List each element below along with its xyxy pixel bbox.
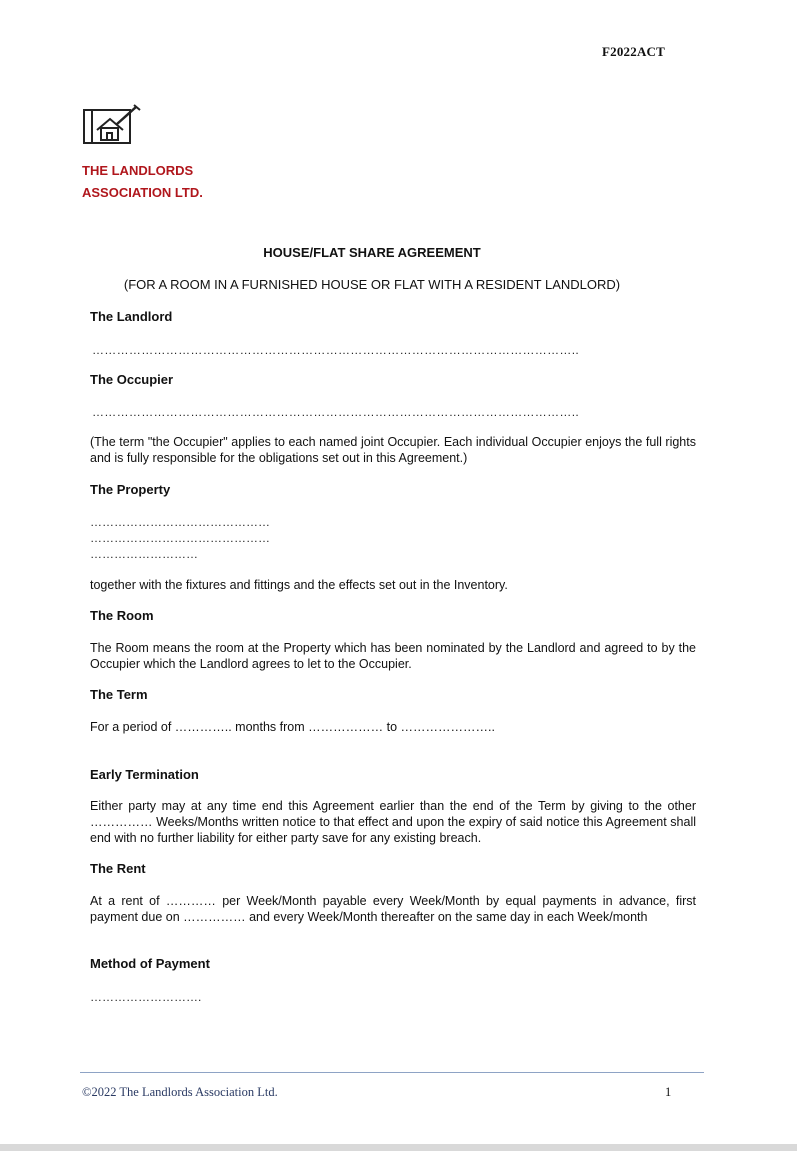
landlord-heading: The Landlord <box>90 309 173 324</box>
early-termination-text: Either party may at any time end this Agreement earlier than the end of the Term by giving to the other …………… Weeks/Months written notice to that effect and upon the expiry of said notice this Agreement shall end with no further liability for either party save for any existing breach. <box>90 799 696 845</box>
occupier-blank: ……………………………………………………………………………………………………….. <box>92 405 579 419</box>
organization-name <box>82 160 203 204</box>
footer-copyright: ©2022 The Landlords Association Ltd. <box>82 1085 278 1099</box>
term-heading: The Term <box>90 687 148 702</box>
room-heading: The Room <box>90 608 154 623</box>
property-heading: The Property <box>90 482 171 497</box>
property-text: together with the fixtures and fittings and the effects set out in the Inventory. <box>90 578 508 592</box>
rent-text: At a rent of ………… per Week/Month payable every Week/Month by equal payments in advance, first payment due on …………… and every Week/Month thereafter on the same day in each Week/month <box>90 894 696 924</box>
method-of-payment-heading: Method of Payment <box>90 956 210 971</box>
document-subtitle: (FOR A ROOM IN A FURNISHED HOUSE OR FLAT WITH A RESIDENT LANDLORD) <box>123 277 621 292</box>
house-plan-icon <box>83 104 143 146</box>
method-of-payment-blank: ………………………. <box>90 990 202 1004</box>
room-text: The Room means the room at the Property which has been nominated by the Landlord and agreed to by the Occupier which the Landlord agrees to let to the Occupier. <box>90 641 696 671</box>
document-code: F2022ACT <box>602 44 665 59</box>
footer-divider <box>80 1072 704 1073</box>
rent-heading: The Rent <box>90 861 146 876</box>
occupier-term-note: (The term "the Occupier" applies to each named joint Occupier. Each individual Occupier enjoys the full rights and is fully responsible for the obligations set out in this Agreement.) <box>90 435 696 465</box>
organization-name-line1: THE LANDLORDS <box>82 163 194 178</box>
organization-name-line2: ASSOCIATION LTD. <box>82 185 203 200</box>
early-termination-heading: Early Termination <box>90 767 199 782</box>
document-title: HOUSE/FLAT SHARE AGREEMENT <box>263 245 481 260</box>
property-blank-line-3: ……………………… <box>90 547 198 561</box>
property-blank-line-2: ……………………………………… <box>90 531 270 545</box>
viewer-bottom-edge <box>0 1144 797 1151</box>
page-number: 1 <box>665 1085 672 1099</box>
term-text: For a period of ………….. months from ……………… to ………………….. <box>90 720 495 734</box>
occupier-heading: The Occupier <box>90 372 174 387</box>
landlord-blank: ……………………………………………………………………………………………………….. <box>92 343 579 357</box>
property-blank-line-1: ……………………………………… <box>90 515 270 529</box>
